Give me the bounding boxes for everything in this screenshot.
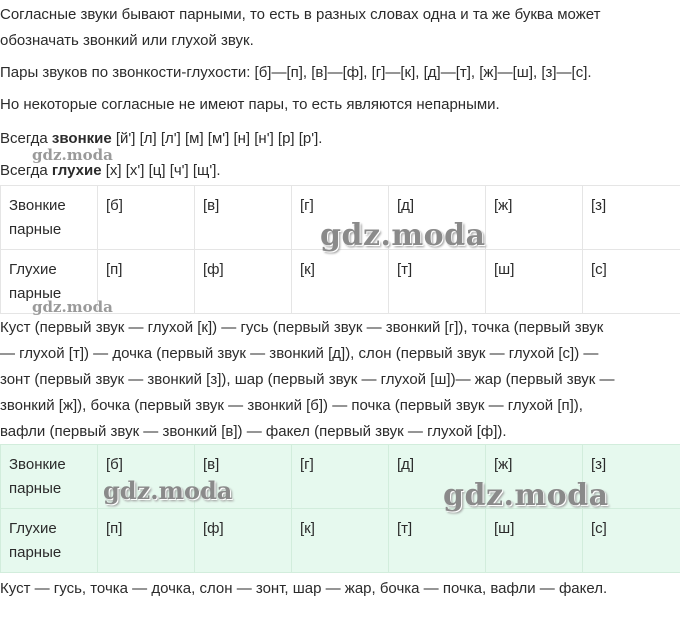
examples-line-2: — глухой [т]) — дочка (первый звук — звонкий [д]), слон (первый звук — глухой [с]) —	[0, 345, 599, 362]
table-cell: [т]	[389, 250, 486, 314]
watermark-logo: gdz.moda	[32, 146, 113, 164]
always-voiceless-rest: [х] [х'] [ц] [ч'] [щ'].	[101, 162, 221, 179]
row-label: Глухие парные	[1, 250, 98, 314]
examples-line-1: Куст (первый звук — глухой [к]) — гусь (первый звук — звонкий [г]), точка (первый звук	[0, 319, 604, 336]
table-cell: [ф]	[195, 250, 292, 314]
table-cell: [в]	[195, 186, 292, 250]
table-cell: [п]	[98, 250, 195, 314]
table-cell: [б]	[98, 445, 195, 509]
always-voiceless-prefix: Всегда	[0, 162, 52, 179]
table-cell: [к]	[292, 250, 389, 314]
table-row	[1, 509, 680, 573]
watermark-logo: gdz.moda	[320, 218, 486, 253]
table-cell: [г]	[292, 445, 389, 509]
examples-line-3: зонт (первый звук — звонкий [з]), шар (первый звук — глухой [ш])— жар (первый звук —	[0, 371, 615, 388]
table-cell: [з]	[583, 445, 680, 509]
always-voiced-prefix: Всегда	[0, 130, 52, 147]
table-cell: [ш]	[486, 509, 583, 573]
table-cell: [д]	[389, 186, 486, 250]
always-voiced-bold: звонкие	[51, 130, 112, 147]
table-cell: [з]	[583, 186, 680, 250]
examples-paragraph	[0, 315, 680, 445]
pairs-paragraph: Пары звуков по звонкости-глухости: [б]—[п], [в]—[ф], [г]—[к], [д]—[т], [ж]—[ш], [з]—[с].	[0, 64, 592, 81]
intro-line-1: Согласные звуки бывают парными, то есть в разных словах одна и та же буква может	[0, 6, 601, 23]
row-label: Глухие парные	[1, 509, 98, 573]
table-cell: [д]	[389, 445, 486, 509]
examples-line-4: звонкий [ж]), бочка (первый звук — звонкий [б]) — почка (первый звук — глухой [п]),	[0, 397, 583, 414]
intro-paragraph	[0, 2, 680, 54]
unpaired-paragraph: Но некоторые согласные не имеют пары, то есть являются непарными.	[0, 96, 500, 113]
table-cell: [б]	[98, 186, 195, 250]
table-cell: [ш]	[486, 250, 583, 314]
table-cell: [ж]	[486, 445, 583, 509]
table-cell: [к]	[292, 509, 389, 573]
intro-line-2: обозначать звонкий или глухой звук.	[0, 32, 254, 49]
row-label: Звонкие парные	[1, 445, 98, 509]
table-cell: [с]	[583, 509, 680, 573]
table-cell: [в]	[195, 445, 292, 509]
watermark-logo: gdz.moda	[32, 298, 113, 316]
table-cell: [т]	[389, 509, 486, 573]
examples-line-5: вафли (первый звук — звонкий [в]) — факел (первый звук — глухой [ф]).	[0, 423, 507, 440]
summary-line: Куст — гусь, точка — дочка, слон — зонт, шар — жар, бочка — почка, вафли — факел.	[0, 580, 608, 597]
row-label: Звонкие парные	[1, 186, 98, 250]
watermark-logo: gdz.moda	[443, 478, 609, 513]
table-cell: [ж]	[486, 186, 583, 250]
always-voiced-rest: [й'] [л] [л'] [м] [м'] [н] [н'] [р] [р'].	[111, 130, 323, 147]
always-voiceless-bold: глухие	[51, 162, 102, 179]
watermark-logo: gdz.moda	[103, 476, 233, 505]
table-cell: [ф]	[195, 509, 292, 573]
table-cell: [п]	[98, 509, 195, 573]
table-cell: [г]	[292, 186, 389, 250]
table-cell: [с]	[583, 250, 680, 314]
